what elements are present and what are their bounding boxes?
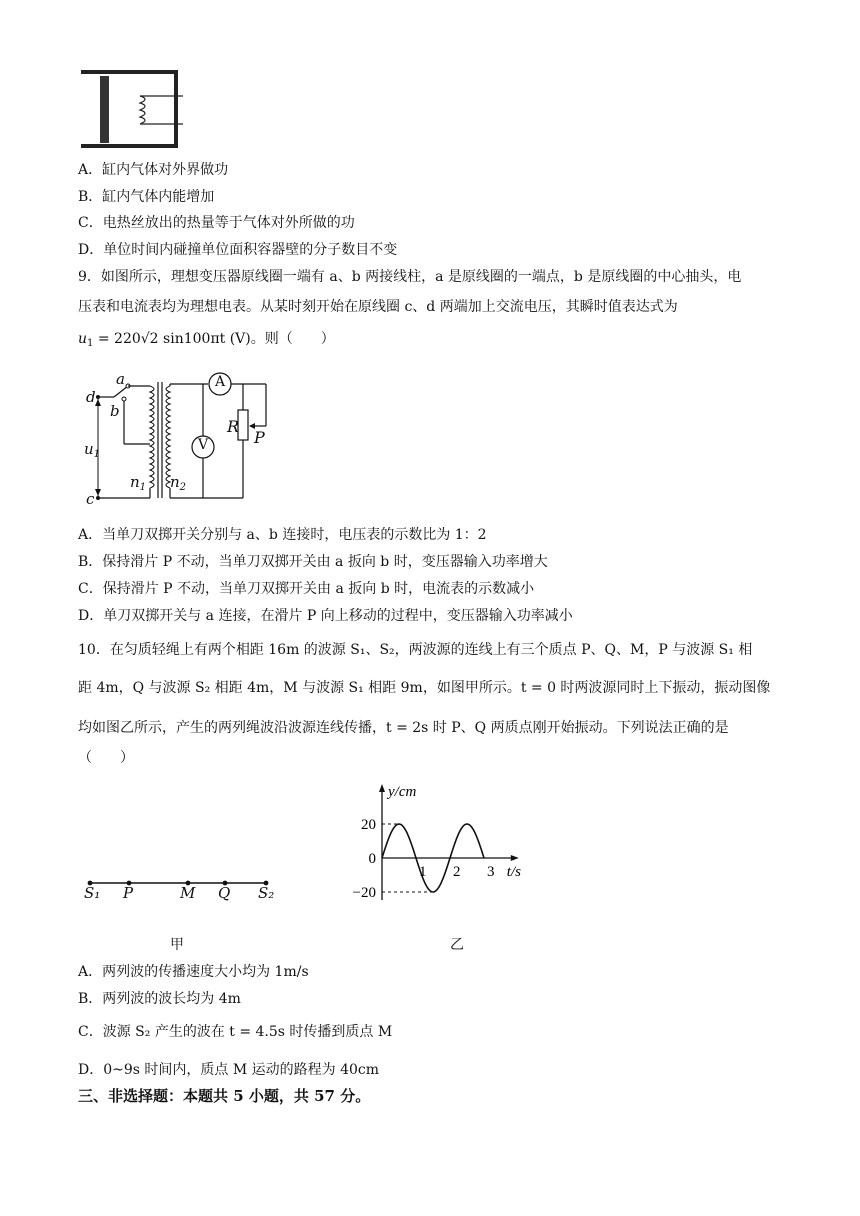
q9-option-b: B．保持滑片 P 不动，当单刀双掷开关由 a 扳向 b 时，变压器输入功率增大 [78,554,548,570]
q10-option-c: C．波源 S₂ 产生的波在 t = 4.5s 时传播到质点 M [78,1024,393,1040]
x-tick-label: 3 [487,864,495,880]
q10-option-b: B．两列波的波长均为 4m [78,991,241,1007]
y-tick-label: −20 [352,885,376,901]
q8-option-d: D．单位时间内碰撞单位面积容器壁的分子数目不变 [78,242,398,258]
q9-option-c: C．保持滑片 P 不动，当单刀双掷开关由 a 扳向 b 时，电流表的示数减小 [78,581,535,597]
formula-lhs: u [78,331,88,347]
resistor-r-label: R [227,417,240,436]
q8-option-b: B．缸内气体内能增加 [78,189,215,205]
formula-rhs: = 220√2 sin100πt (V) [93,331,251,347]
terminal-b-label: b [110,402,120,420]
slider-p-label: P [254,428,265,447]
x-axis-arrow [511,855,519,861]
rope-label-m: M [180,884,196,902]
caption-yi: 乙 [450,937,464,953]
q9-stem-line1: 9．如图所示，理想变压器原线圈一端有 a、b 两接线柱，a 是原线圈的一端点，b 是原线圈的中心抽头，电 [78,269,742,285]
x-axis-label: t/s [506,864,521,880]
q9-option-a: A．当单刀双掷开关分别与 a、b 连接时，电压表的示数比为 1：2 [78,527,487,543]
q9-stem-tail: 。则（ ） [250,331,335,347]
caption-jia: 甲 [170,937,184,953]
x-tick-label: 1 [419,864,427,880]
cylinder-heater-figure [78,66,188,152]
y-tick-label: 20 [361,817,376,833]
q10-option-d: D．0~9s 时间内，质点 M 运动的路程为 40cm [78,1062,380,1078]
rope-label-s2: S₂ [258,884,275,902]
u1-label: $u_1$ [84,440,101,460]
y-axis-label: y/cm [388,784,417,800]
q10-option-a: A．两列波的传播速度大小均为 1m/s [78,964,309,980]
rope-label-q: Q [218,884,231,902]
q8-option-c: C．电热丝放出的热量等于气体对外所做的功 [78,215,355,231]
terminal-a-label: a [116,370,125,388]
vibration-graph [340,780,560,930]
q9-formula [78,329,335,354]
q10-stem-line1: 10．在匀质轻绳上有两个相距 16m 的波源 S₁、S₂，两波源的连线上有三个质点 P、Q、M，P 与波源 S₁ 相 [78,642,753,658]
terminal-c-label: c [86,490,95,508]
q10-stem-line4: （ ） [78,750,134,766]
x-tick-label: 2 [453,864,461,880]
n1-label: $n_1$ [130,473,147,493]
q9-option-d: D．单刀双掷开关与 a 连接，在滑片 P 向上移动的过程中，变压器输入功率减小 [78,608,573,624]
formula-sub: 1 [87,338,94,349]
ammeter-icon-label: A [215,374,226,390]
section3-heading: 三、非选择题：本题共 5 小题，共 57 分。 [78,1087,371,1105]
rope-label-p: P [123,884,134,902]
q10-stem-line3: 均如图乙所示，产生的两列绳波沿波源连线传播，t = 2s 时 P、Q 两质点刚开始振动。下列说法正确的是 [78,720,729,736]
rope-label-s1: S₁ [84,884,101,902]
n2-label: $n_2$ [170,473,187,493]
y-axis-arrow [379,784,385,792]
voltmeter-icon-label: V [198,437,209,453]
q8-option-a: A．缸内气体对外界做功 [78,162,229,178]
q10-stem-line2: 距 4m，Q 与波源 S₂ 相距 4m，M 与波源 S₁ 相距 9m，如图甲所示。t = 0 时两波源同时上下振动，振动图像 [78,680,771,696]
y-tick-label: 0 [368,851,376,867]
q9-stem-line2: 压表和电流表均为理想电表。从某时刻开始在原线圈 c、d 两端加上交流电压，其瞬时值表达式为 [78,299,678,315]
terminal-d-label: d [86,388,96,406]
